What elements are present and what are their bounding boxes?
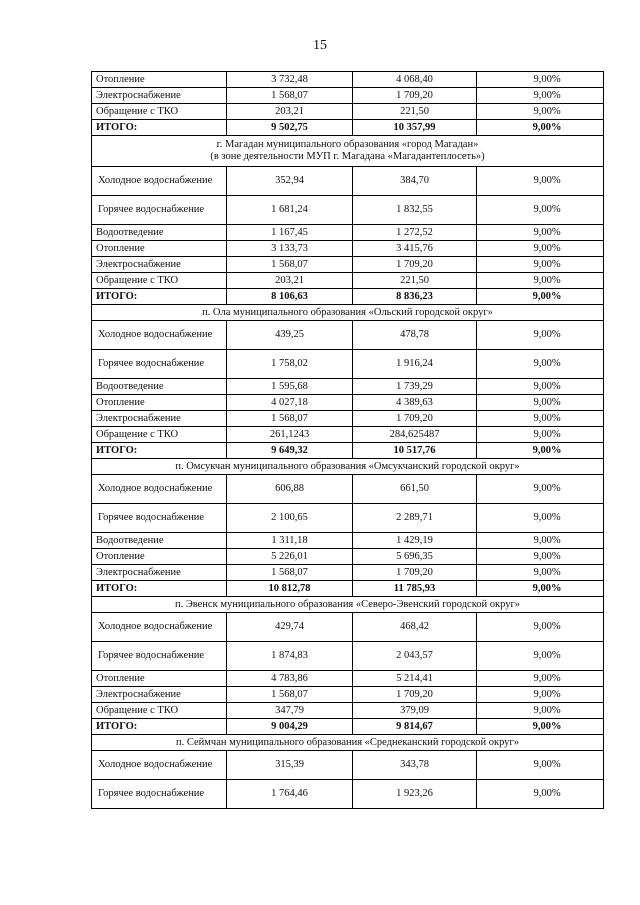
section-subtitle: (в зоне деятельности МУП г. Магадана «Магадантеплосеть») — [210, 151, 485, 162]
value-2: 5 696,35 — [353, 549, 477, 565]
service-name: Холодное водоснабжение — [92, 321, 227, 350]
value-2: 478,78 — [353, 321, 477, 350]
section-heading — [92, 735, 604, 751]
total-label: ИТОГО: — [92, 443, 227, 459]
section-heading — [92, 305, 604, 321]
value-2: 1 832,55 — [353, 196, 477, 225]
service-name: Водоотведение — [92, 379, 227, 395]
value-2: 343,78 — [353, 751, 477, 780]
table-row — [92, 167, 604, 196]
service-name: Горячее водоснабжение — [92, 642, 227, 671]
value-1: 1 595,68 — [227, 379, 353, 395]
growth-percent: 9,00% — [477, 780, 604, 809]
section-heading-row — [92, 136, 604, 167]
growth-percent: 9,00% — [477, 196, 604, 225]
value-1: 1 568,07 — [227, 411, 353, 427]
section-title: п. Омсукчан муниципального образования «Омсукчанский городской округ» — [175, 460, 520, 472]
total-percent: 9,00% — [477, 443, 604, 459]
value-2: 1 272,52 — [353, 225, 477, 241]
value-1: 439,25 — [227, 321, 353, 350]
table-row — [92, 751, 604, 780]
value-1: 1 764,46 — [227, 780, 353, 809]
table-row — [92, 671, 604, 687]
table-row — [92, 321, 604, 350]
total-value-1: 8 106,63 — [227, 289, 353, 305]
service-name: Водоотведение — [92, 225, 227, 241]
growth-percent: 9,00% — [477, 241, 604, 257]
value-1: 1 568,07 — [227, 687, 353, 703]
table-row — [92, 533, 604, 549]
total-value-2: 10 517,76 — [353, 443, 477, 459]
section-heading-row — [92, 459, 604, 475]
value-1: 4 027,18 — [227, 395, 353, 411]
table-row — [92, 504, 604, 533]
total-label: ИТОГО: — [92, 289, 227, 305]
page-number: 15 — [313, 38, 327, 53]
service-name: Электроснабжение — [92, 565, 227, 581]
value-2: 5 214,41 — [353, 671, 477, 687]
table-row — [92, 642, 604, 671]
service-name: Отопление — [92, 395, 227, 411]
total-percent: 9,00% — [477, 581, 604, 597]
total-value-1: 10 812,78 — [227, 581, 353, 597]
total-value-1: 9 649,32 — [227, 443, 353, 459]
table-row — [92, 687, 604, 703]
growth-percent: 9,00% — [477, 751, 604, 780]
growth-percent: 9,00% — [477, 642, 604, 671]
section-heading-row — [92, 735, 604, 751]
service-name: Обращение с ТКО — [92, 273, 227, 289]
value-1: 203,21 — [227, 104, 353, 120]
growth-percent: 9,00% — [477, 379, 604, 395]
value-1: 347,79 — [227, 703, 353, 719]
value-1: 5 226,01 — [227, 549, 353, 565]
table-row — [92, 411, 604, 427]
section-title: п. Ола муниципального образования «Ольский городской округ» — [202, 306, 493, 318]
growth-percent: 9,00% — [477, 565, 604, 581]
total-row — [92, 120, 604, 136]
total-row — [92, 719, 604, 735]
table-row — [92, 703, 604, 719]
table-row — [92, 241, 604, 257]
value-1: 1 167,45 — [227, 225, 353, 241]
table-row — [92, 549, 604, 565]
growth-percent: 9,00% — [477, 504, 604, 533]
service-name: Горячее водоснабжение — [92, 196, 227, 225]
total-row — [92, 581, 604, 597]
growth-percent: 9,00% — [477, 411, 604, 427]
total-value-2: 8 836,23 — [353, 289, 477, 305]
table-row — [92, 427, 604, 443]
table-row — [92, 350, 604, 379]
service-name: Отопление — [92, 671, 227, 687]
total-percent: 9,00% — [477, 289, 604, 305]
table-row — [92, 257, 604, 273]
service-name: Холодное водоснабжение — [92, 475, 227, 504]
value-2: 1 923,26 — [353, 780, 477, 809]
table-row — [92, 104, 604, 120]
growth-percent: 9,00% — [477, 427, 604, 443]
value-1: 203,21 — [227, 273, 353, 289]
service-name: Электроснабжение — [92, 411, 227, 427]
table-row — [92, 225, 604, 241]
value-2: 284,625487 — [353, 427, 477, 443]
table-row — [92, 273, 604, 289]
value-2: 4 389,63 — [353, 395, 477, 411]
section-heading — [92, 597, 604, 613]
growth-percent: 9,00% — [477, 475, 604, 504]
total-label: ИТОГО: — [92, 719, 227, 735]
value-2: 1 739,29 — [353, 379, 477, 395]
value-1: 2 100,65 — [227, 504, 353, 533]
service-name: Электроснабжение — [92, 88, 227, 104]
growth-percent: 9,00% — [477, 88, 604, 104]
value-2: 1 709,20 — [353, 411, 477, 427]
value-1: 3 732,48 — [227, 72, 353, 88]
growth-percent: 9,00% — [477, 687, 604, 703]
service-name: Холодное водоснабжение — [92, 751, 227, 780]
section-heading — [92, 459, 604, 475]
table-row — [92, 88, 604, 104]
tariff-table — [91, 71, 604, 809]
value-1: 1 681,24 — [227, 196, 353, 225]
value-1: 261,1243 — [227, 427, 353, 443]
value-2: 384,70 — [353, 167, 477, 196]
service-name: Отопление — [92, 549, 227, 565]
growth-percent: 9,00% — [477, 321, 604, 350]
service-name: Электроснабжение — [92, 257, 227, 273]
total-row — [92, 443, 604, 459]
value-1: 429,74 — [227, 613, 353, 642]
growth-percent: 9,00% — [477, 671, 604, 687]
growth-percent: 9,00% — [477, 703, 604, 719]
value-1: 1 311,18 — [227, 533, 353, 549]
tariff-table-body — [92, 72, 604, 809]
value-1: 1 568,07 — [227, 257, 353, 273]
value-1: 3 133,73 — [227, 241, 353, 257]
table-row — [92, 379, 604, 395]
growth-percent: 9,00% — [477, 72, 604, 88]
value-1: 315,39 — [227, 751, 353, 780]
table-row — [92, 475, 604, 504]
value-2: 2 289,71 — [353, 504, 477, 533]
table-row — [92, 196, 604, 225]
section-heading — [92, 136, 604, 167]
value-2: 1 709,20 — [353, 687, 477, 703]
growth-percent: 9,00% — [477, 225, 604, 241]
service-name: Горячее водоснабжение — [92, 350, 227, 379]
growth-percent: 9,00% — [477, 613, 604, 642]
growth-percent: 9,00% — [477, 350, 604, 379]
section-title: п. Эвенск муниципального образования «Северо-Эвенский городской округ» — [174, 598, 521, 610]
section-heading-row — [92, 305, 604, 321]
value-1: 1 874,83 — [227, 642, 353, 671]
service-name: Отопление — [92, 72, 227, 88]
value-1: 4 783,86 — [227, 671, 353, 687]
total-percent: 9,00% — [477, 719, 604, 735]
service-name: Холодное водоснабжение — [92, 613, 227, 642]
service-name: Обращение с ТКО — [92, 427, 227, 443]
value-2: 1 429,19 — [353, 533, 477, 549]
value-2: 3 415,76 — [353, 241, 477, 257]
value-2: 379,09 — [353, 703, 477, 719]
service-name: Отопление — [92, 241, 227, 257]
total-value-2: 11 785,93 — [353, 581, 477, 597]
section-title: г. Магадан муниципального образования «город Магадан» — [216, 139, 479, 150]
service-name: Электроснабжение — [92, 687, 227, 703]
table-row — [92, 395, 604, 411]
value-1: 352,94 — [227, 167, 353, 196]
total-value-2: 9 814,67 — [353, 719, 477, 735]
service-name: Обращение с ТКО — [92, 104, 227, 120]
table-row — [92, 565, 604, 581]
section-heading-row — [92, 597, 604, 613]
growth-percent: 9,00% — [477, 549, 604, 565]
section-title: п. Сеймчан муниципального образования «Среднеканский городской округ» — [175, 736, 519, 748]
value-2: 4 068,40 — [353, 72, 477, 88]
service-name: Горячее водоснабжение — [92, 780, 227, 809]
growth-percent: 9,00% — [477, 167, 604, 196]
value-2: 661,50 — [353, 475, 477, 504]
total-label: ИТОГО: — [92, 120, 227, 136]
table-row — [92, 613, 604, 642]
value-2: 221,50 — [353, 273, 477, 289]
value-2: 1 709,20 — [353, 565, 477, 581]
value-1: 1 568,07 — [227, 565, 353, 581]
service-name: Холодное водоснабжение — [92, 167, 227, 196]
value-2: 1 709,20 — [353, 88, 477, 104]
table-row — [92, 780, 604, 809]
service-name: Горячее водоснабжение — [92, 504, 227, 533]
total-percent: 9,00% — [477, 120, 604, 136]
total-value-1: 9 502,75 — [227, 120, 353, 136]
service-name: Водоотведение — [92, 533, 227, 549]
total-label: ИТОГО: — [92, 581, 227, 597]
value-1: 606,88 — [227, 475, 353, 504]
service-name: Обращение с ТКО — [92, 703, 227, 719]
value-2: 1 709,20 — [353, 257, 477, 273]
growth-percent: 9,00% — [477, 273, 604, 289]
growth-percent: 9,00% — [477, 533, 604, 549]
value-1: 1 758,02 — [227, 350, 353, 379]
value-1: 1 568,07 — [227, 88, 353, 104]
value-2: 2 043,57 — [353, 642, 477, 671]
value-2: 468,42 — [353, 613, 477, 642]
growth-percent: 9,00% — [477, 104, 604, 120]
growth-percent: 9,00% — [477, 257, 604, 273]
value-2: 1 916,24 — [353, 350, 477, 379]
total-value-1: 9 004,29 — [227, 719, 353, 735]
value-2: 221,50 — [353, 104, 477, 120]
total-value-2: 10 357,99 — [353, 120, 477, 136]
growth-percent: 9,00% — [477, 395, 604, 411]
table-row — [92, 72, 604, 88]
total-row — [92, 289, 604, 305]
